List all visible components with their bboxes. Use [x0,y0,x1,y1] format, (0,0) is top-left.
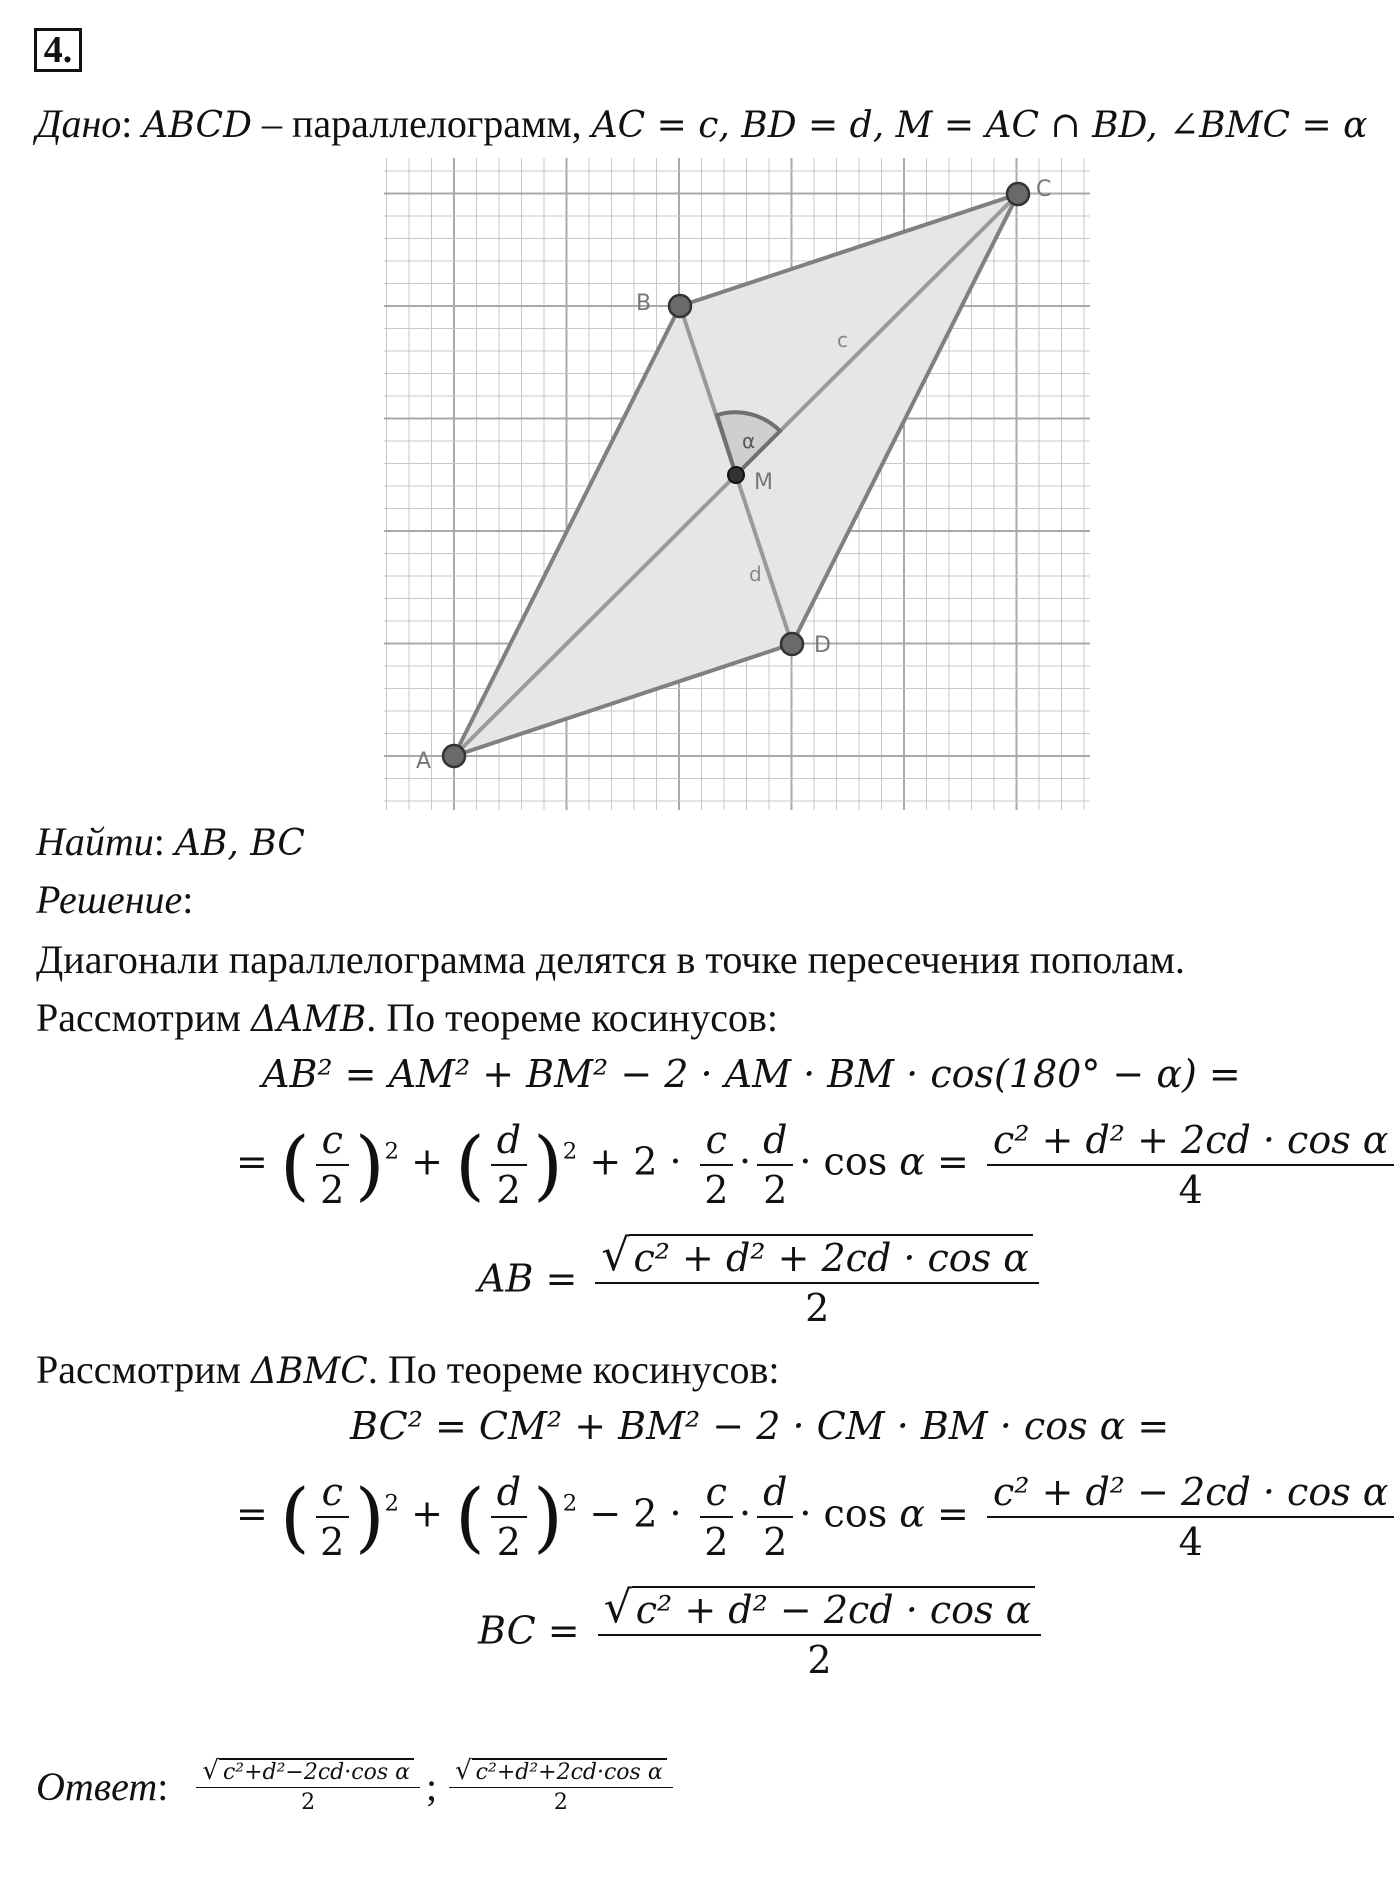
solution-label: Решение [36,877,183,922]
answer-first-root: c²+d²−2cd·cos α [219,1758,414,1785]
point-m [728,467,744,483]
point-a [443,745,465,767]
triangle-amb: ΔAMB [250,999,367,1040]
label-a: A [416,749,432,774]
point-b [669,295,691,317]
bc-fraction-numerator: c² + d² − 2cd · cos α [992,1470,1389,1514]
ab-squared-equation: AB² = AM² + BM² − 2 · AM · BM · cos(180° − α) = [262,1052,1241,1096]
answer-second-root: c²+d²+2cd·cos α [472,1758,667,1785]
answer-line: Ответ : √ c²+d²−2cd·cos α 2 ; √ c²+d²+2cd·cos α 2 [36,1758,679,1815]
label-alpha: α [742,429,756,453]
given-figure: ABCD [142,105,252,146]
bc-squared-equation: BC² = CM² + BM² − 2 · CM · BM · cos α = [350,1404,1170,1448]
answer-separator: ; [425,1764,438,1809]
find-line: Найти: AB, BC [36,819,305,864]
bc-expansion: = ( $\frac{c}{2}$ )$^2$ + ( $\frac{d}{2}$ )$^2$ − 2 · $\frac{c}{2}$ · $\frac{d}{2}$ · cos α = $\frac{\text{c² + d² − 2cd · cos α}}{4}$ [0,1470,1400,1564]
label-b: B [636,291,652,316]
point-c [1007,183,1029,205]
ab-expansion: = ( $\frac{c}{2}$ )$^2$ + ( $\frac{d}{2}$ )$^2$ + 2 · $\frac{c}{2}$ · $\frac{d}{2}$ · cos α = $\frac{\text{c² + d² + 2cd · cos α}}{4}$ [0,1118,1400,1212]
ab-fraction-numerator: c² + d² + 2cd · cos α [992,1118,1389,1162]
given-conditions: AC = c, BD = d, M = AC ∩ BD, ∠BMC = α [591,105,1368,146]
bc-root: c² + d² − 2cd · cos α [632,1586,1036,1632]
answer-label: Ответ [36,1764,158,1809]
triangle-bmc: ΔBMC [250,1351,368,1392]
label-c: c [837,328,848,352]
given-dash: – параллелограмм, [251,101,592,146]
triangle-amb-intro: Рассмотрим ΔAMB. По теореме косинусов: [36,995,778,1040]
given-label: Дано [36,101,122,146]
solution-line: Решение: [36,877,194,922]
label-d: d [749,562,762,586]
given-line: Дано: ABCD – параллелограмм, AC = c, BD = d, M = AC ∩ BD, ∠BMC = α [36,101,1368,146]
find-label: Найти [36,819,154,864]
diagonals-fact: Диагонали параллелограмма делятся в точке пересечения пополам. [36,937,1185,982]
parallelogram-diagram [384,158,1090,810]
problem-number: 4. [34,28,82,72]
label-d-point: D [814,633,831,658]
ab-root: c² + d² + 2cd · cos α [629,1234,1033,1280]
ab-result: AB = √ c² + d² + 2cd · cos α 2 [0,1234,1400,1330]
label-m: M [754,470,773,495]
bc-result: BC = √ c² + d² − 2cd · cos α 2 [0,1586,1400,1682]
label-c-point: C [1036,177,1052,202]
point-d [781,633,803,655]
triangle-bmc-intro: Рассмотрим ΔBMC. По теореме косинусов: [36,1347,780,1392]
find-value: AB, BC [174,823,305,864]
